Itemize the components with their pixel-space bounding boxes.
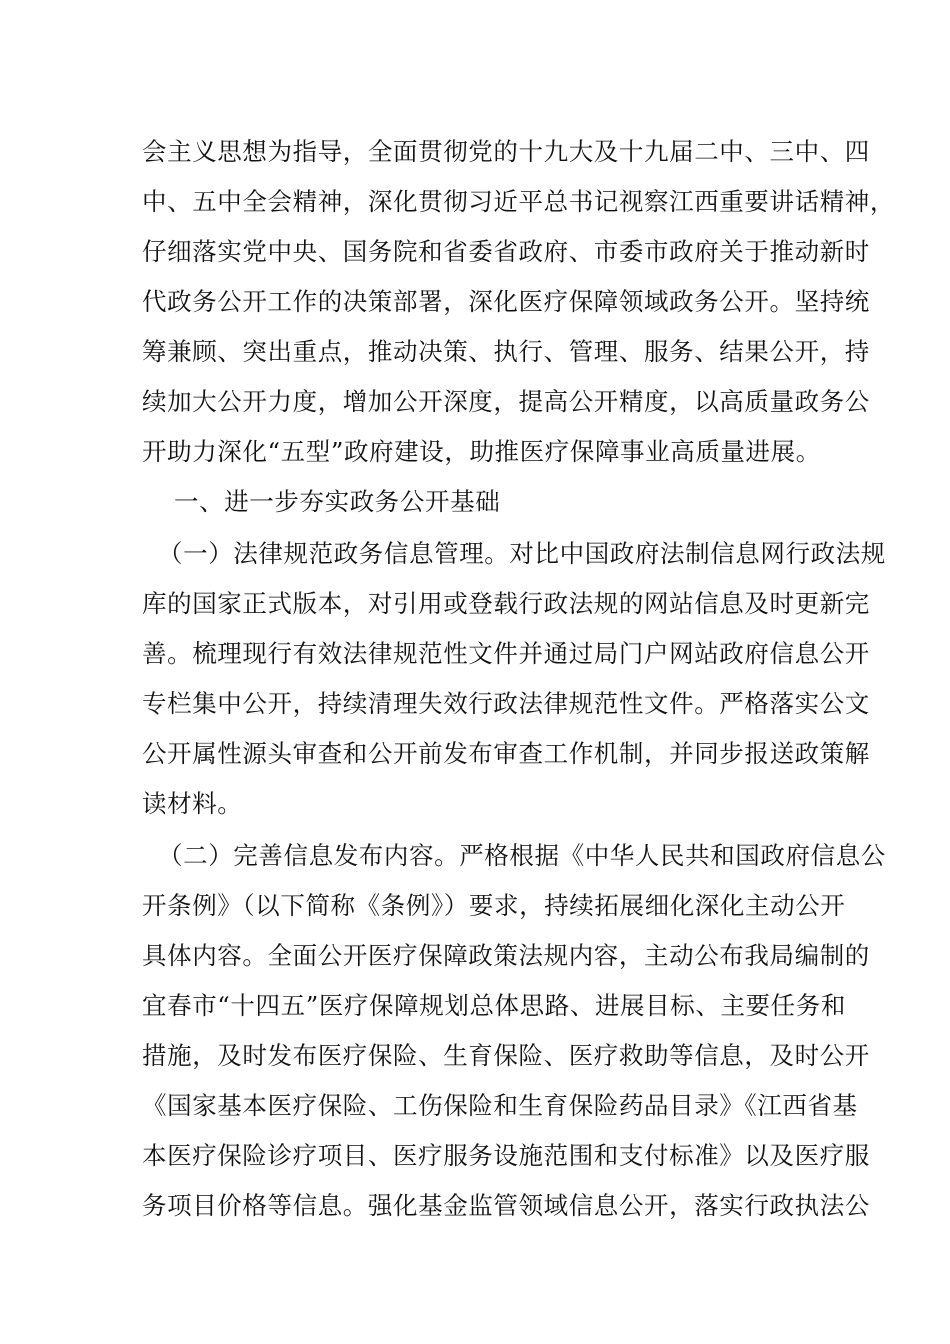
body-text-line: 库的国家正式版本，对引用或登载行政法规的网站信息及时更新完 [142,589,870,618]
body-text-line: 开条例》（以下简称《条例》）要求，持续拓展细化深化主动公开 [142,891,846,920]
body-text-line: 善。梳理现行有效法律规范性文件并通过局门户网站政府信息公开 [142,639,870,668]
body-text-line: 《国家基本医疗保险、工伤保险和生育保险药品目录》《江西省基 [142,1091,858,1120]
body-text-line: 中、五中全会精神，深化贯彻习近平总书记视察江西重要讲话精神， [142,187,895,216]
body-text-line: 开助力深化“五型”政府建设，助推医疗保障事业高质量进展。 [142,437,821,466]
body-text-line: 本医疗保险诊疗项目、医疗服务设施范围和支付标准》以及医疗服 [142,1141,870,1170]
section-heading: 一、进一步夯实政务公开基础 [174,487,501,516]
body-text-line: 务项目价格等信息。强化基金监管领域信息公开，落实行政执法公 [142,1191,870,1220]
subsection-heading-line: （一）法律规范政务信息管理。对比中国政府法制信息网行政法规 [158,539,886,568]
body-text-line: 宜春市“十四五”医疗保障规划总体思路、进展目标、主要任务和 [142,991,846,1020]
body-text-line: 专栏集中公开，持续清理失效行政法律规范性文件。严格落实公文 [142,689,870,718]
subsection-heading-line: （二）完善信息发布内容。严格根据《中华人民共和国政府信息公 [158,841,886,870]
body-text-line: 续加大公开力度，增加公开深度，提高公开精度，以高质量政务公 [142,387,870,416]
body-text-line: 筹兼顾、突出重点，推动决策、执行、管理、服务、结果公开，持 [142,337,870,366]
body-text-line: 会主义思想为指导，全面贯彻党的十九大及十九届二中、三中、四 [142,137,870,166]
body-text-line: 公开属性源头审查和公开前发布审查工作机制，并同步报送政策解 [142,739,870,768]
body-text-line: 读材料。 [142,789,243,818]
body-text-line: 措施，及时发布医疗保险、生育保险、医疗救助等信息，及时公开 [142,1041,870,1070]
body-text-line: 代政务公开工作的决策部署，深化医疗保障领域政务公开。坚持统 [142,287,870,316]
body-text-line: 仔细落实党中央、国务院和省委省政府、市委市政府关于推动新时 [142,237,870,266]
body-text-line: 具体内容。全面公开医疗保障政策法规内容，主动公布我局编制的 [142,941,870,970]
